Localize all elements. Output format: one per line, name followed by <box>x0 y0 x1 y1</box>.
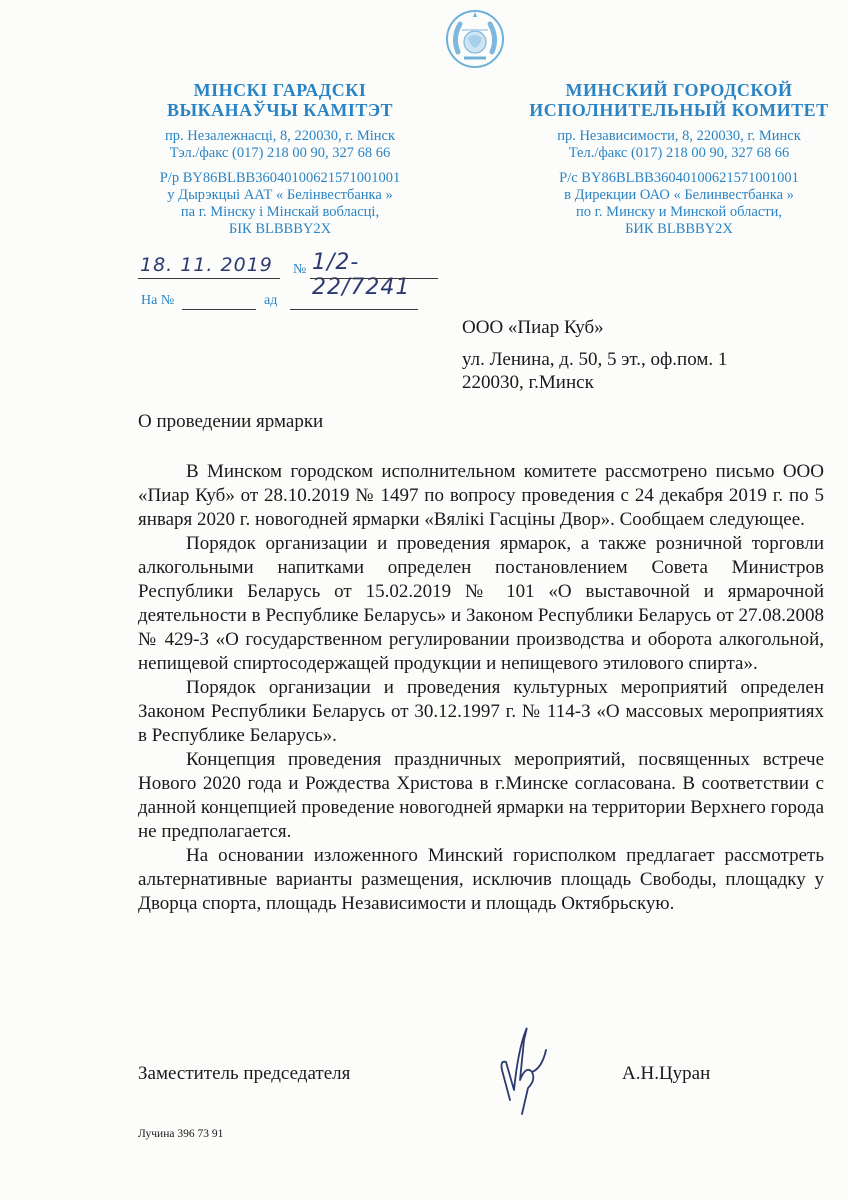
addressee-street: ул. Ленина, д. 50, 5 эт., оф.пом. 1 <box>462 349 728 370</box>
body-paragraph: На основании изложенного Минский горисполком предлагает рассмотреть альтернативные варианты размещения, исключив площадь Свободы, площадку у Дворца спорта, площадь Независимости и площадь Октябрьскую. <box>138 845 824 914</box>
reference-label: На № <box>141 293 175 308</box>
registration-line <box>138 250 438 300</box>
state-emblem-icon <box>444 8 506 70</box>
phone-ru: Тел./факс (017) 218 00 90, 327 68 66 <box>568 145 790 161</box>
address-by: пр. Незалежнасці, 8, 220030, г. Мінск <box>165 128 395 144</box>
org-name-by-line2: ВЫКАНАЎЧЫ КАМІТЭТ <box>166 100 394 120</box>
bank-by-line1: у Дырэкцыі ААТ « Белінвестбанка » <box>167 187 393 203</box>
number-underline <box>310 278 438 279</box>
addressee-city: 220030, г.Минск <box>462 372 594 393</box>
addressee-block <box>462 316 727 394</box>
executor-info: Лучина 396 73 91 <box>138 1128 224 1140</box>
bic-by: БІК BLBBBY2X <box>228 221 332 237</box>
letter-body <box>138 460 824 916</box>
address-ru: пр. Независимости, 8, 220030, г. Минск <box>557 128 801 144</box>
registration-number: 1/2-22/7241 <box>312 250 411 300</box>
account-ru: Р/с BY86BLBB36040100621571001001 <box>559 170 799 186</box>
date-underline <box>138 278 280 279</box>
reference-from-label: ад <box>264 293 278 308</box>
body-paragraph: В Минском городском исполнительном комитете рассмотрено письмо ООО «Пиар Куб» от 28.10.2019 № 1497 по вопросу проведения с 24 декабря 2019 г. по 5 января 2020 г. новогодней ярмарки «Вялікі Гасціны Двор». Сообщаем следующее. <box>138 461 824 530</box>
org-name-by-line1: МІНСКІ ГАРАДСКІ <box>193 80 367 100</box>
phone-by: Тэл./факс (017) 218 00 90, 327 68 66 <box>169 145 391 161</box>
addressee-name: ООО «Пиар Куб» <box>462 317 604 338</box>
bank-ru-line2: по г. Минску и Минской области, <box>575 204 783 220</box>
letterhead-left <box>130 80 430 238</box>
signatory-position: Заместитель председателя <box>138 1063 351 1084</box>
body-paragraph: Порядок организации и проведения ярмарок, а также розничной торговли алкогольными напитками определен постановлением Совета Министров Республики Беларусь от 15.02.2019 № 101 «О выставочной и ярмарочной деятельности в Республике Беларусь» и Законом Республики Беларусь от 27.08.2008 № 429-З «О государственном регулировании производства и оборота алкогольной, непищевой спиртосодержащей продукции и непищевого этилового спирта». <box>138 533 824 674</box>
registration-date: 18. 11. 2019 <box>140 254 273 276</box>
account-by: Р/р BY86BLBB36040100621571001001 <box>159 170 401 186</box>
body-paragraph: Порядок организации и проведения культурных мероприятий определен Законом Республики Беларусь от 30.12.1997 г. № 114-З «О массовых мероприятиях в Республике Беларусь». <box>138 677 824 746</box>
letterhead-right <box>520 80 838 238</box>
reference-underline <box>182 309 256 310</box>
bank-by-line2: па г. Мінску і Мінскай вобласці, <box>180 204 380 220</box>
number-label: № <box>293 262 307 277</box>
org-name-ru-line2: ИСПОЛНИТЕЛЬНЫЙ КОМИТЕТ <box>529 100 829 120</box>
reference-date-underline <box>290 309 418 310</box>
bank-ru-line1: в Дирекции ОАО « Белинвестбанка » <box>564 187 794 203</box>
subject-line: О проведении ярмарки <box>138 411 324 432</box>
org-name-ru-line1: МИНСКИЙ ГОРОДСКОЙ <box>565 80 793 100</box>
handwritten-signature-icon <box>492 1010 552 1125</box>
signatory-name: А.Н.Цуран <box>622 1063 711 1084</box>
bic-ru: БИК BLBBBY2X <box>625 221 733 237</box>
body-paragraph: Концепция проведения праздничных мероприятий, посвященных встрече Нового 2020 года и Рождества Христова в г.Минске согласована. В соответствии с данной концепцией проведение новогодней ярмарки на территории Верхнего города не предполагается. <box>138 749 824 842</box>
